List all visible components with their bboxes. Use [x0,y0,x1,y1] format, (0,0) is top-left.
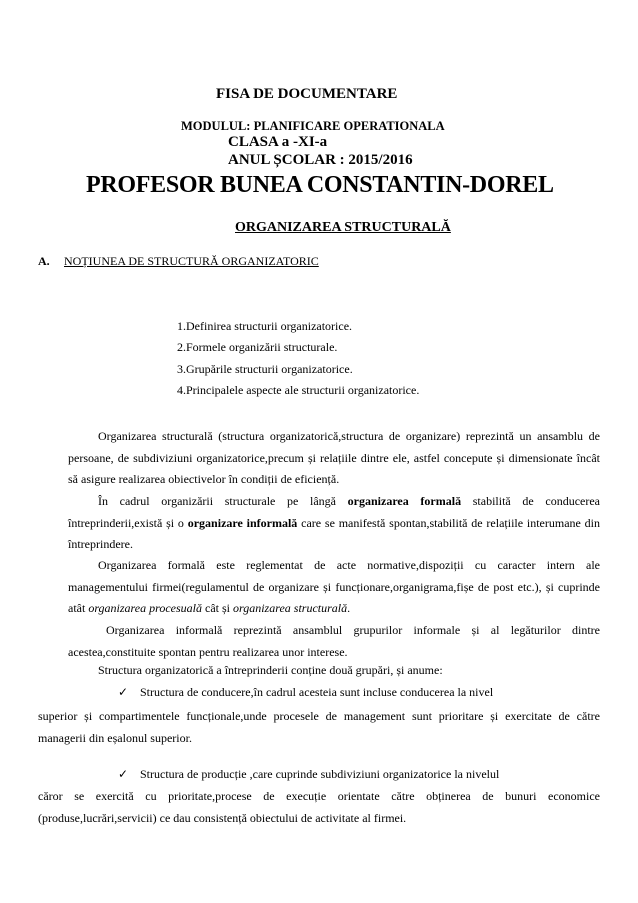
p2-text-e: care se manifestă spontan,stabilită de relațiile interumane din întreprindere. [68,515,600,551]
module-line: MODULUL: PLANIFICARE OPERATIONALA [181,119,445,133]
checklist-item-1-first [118,685,493,700]
section-a-text: NOȚIUNEA DE STRUCTURĂ ORGANIZATORIC [64,254,319,268]
p3-text-a: Organizarea formală este reglementat de acte normative,dispoziții cu caracter intern ale managementului firmei(regulamentul de organizare și funcționare,organigrama,fișe de post etc.), și cuprinde atât [68,558,600,615]
checklist-item-1-rest: superior și compartimentele funcționale,unde procesele de management sunt prioritare și exercitate de către managerii din eșalonul superior. [38,709,600,745]
check-icon: ✓ [118,767,129,781]
p3-italic-structurala: organizarea structurală [233,601,348,615]
toc-item-3: 3.Grupările structurii organizatorice. [177,362,353,376]
p3-italic-procesuala: organizarea procesuală [88,601,202,615]
toc-item-1: 1.Definirea structurii organizatorice. [177,319,353,333]
school-year-line: ANUL ȘCOLAR : 2015/2016 [228,152,413,168]
toc-item-4: 4.Principalele aspecte ale structurii organizatorice. [177,383,420,397]
p2-text-a: În cadrul organizării structurale pe lângă [98,494,348,508]
checklist-item-2-text: Structura de producție ,care cuprinde subdiviziuni organizatorice la nivelul [140,767,500,781]
paragraph-4: Organizarea informală reprezintă ansamblul grupurilor informale și al legăturilor dintre acestea,constituite spontan pentru realizarea unor interese. [68,623,600,659]
teacher-name: PROFESOR BUNEA CONSTANTIN-DOREL [86,172,554,198]
paragraph-1: Organizarea structurală (structura organizatorică,structura de organizare) reprezintă un ansamblu de persoane, de subdiviziuni organizatorice,precum și relațiile dintre ele, astfel concepute și dimensionate încât să asigure realizarea obiectivelor în condiții de eficiență. [68,429,600,486]
p3-text-c: cât și [202,601,233,615]
checklist-item-2-first [118,767,499,782]
checklist-item-2-rest: căror se exercită cu prioritate,procese de execuție orientate către obținerea de bunuri economice (produse,lucrări,servicii) ce dau consistență obiectului de activitate al firmei. [38,789,600,825]
section-title: ORGANIZAREA STRUCTURALĂ [235,220,451,235]
paragraph-5: Structura organizatorică a întreprinderii conține două grupări, și anume: [98,663,443,677]
toc-item-2: 2.Formele organizării structurale. [177,340,338,354]
class-line: CLASA a -XI-a [228,134,328,150]
p2-text-c: stabilită de conducerea întreprinderii,există și o [68,494,601,530]
checklist-item-1-text: Structura de conducere,în cadrul acesteia sunt incluse conducerea la nivel [140,685,494,699]
check-icon: ✓ [118,685,129,699]
document-title: FISA DE DOCUMENTARE [216,86,398,102]
p3-text-e: . [347,601,351,615]
paragraph-3 [68,555,600,620]
paragraph-2 [68,491,600,556]
section-a-letter: A. [38,254,50,268]
p2-bold-formal: organizarea formală [347,494,462,508]
section-a-heading [38,254,319,269]
p2-bold-informal: organizare informală [187,515,298,530]
